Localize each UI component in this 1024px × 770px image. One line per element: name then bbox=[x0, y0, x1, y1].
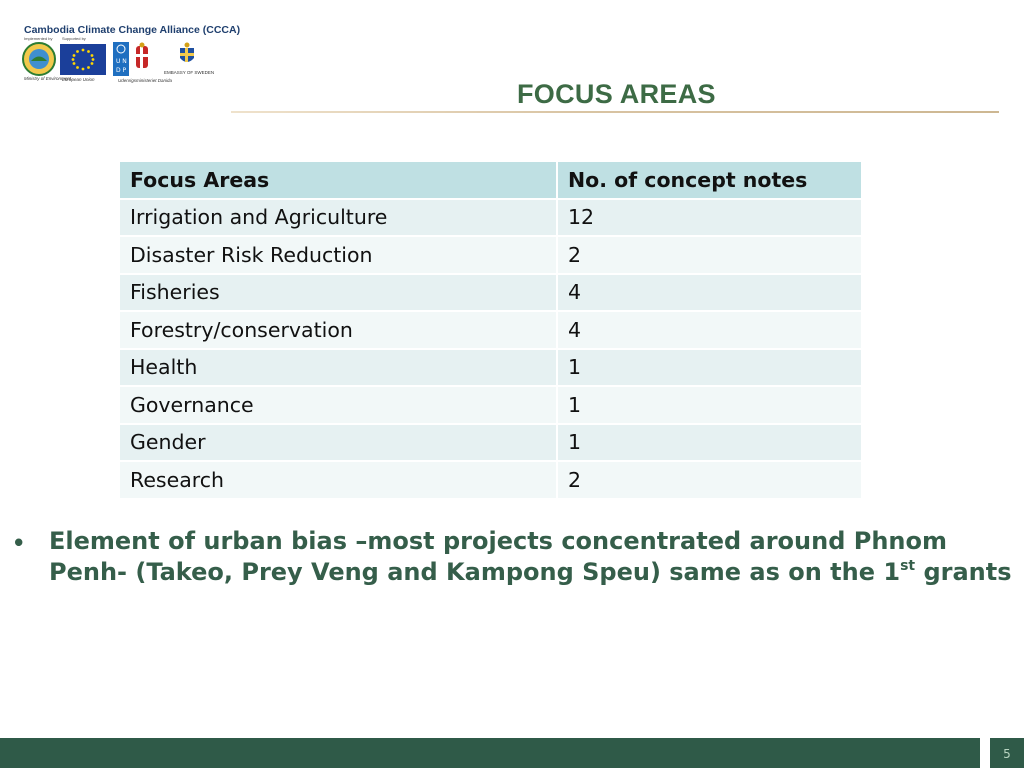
eu-flag-icon bbox=[60, 44, 106, 75]
sweden-crest-icon bbox=[172, 42, 202, 68]
table-row bbox=[120, 424, 862, 462]
table-header-row bbox=[120, 162, 862, 199]
focus-area-cell: Forestry/conservation bbox=[120, 311, 557, 349]
svg-text:D P: D P bbox=[116, 67, 127, 74]
page-title: FOCUS AREAS bbox=[517, 79, 716, 109]
table-row bbox=[120, 199, 862, 237]
table-row bbox=[120, 274, 862, 312]
urban-bias-note bbox=[49, 526, 1014, 588]
focus-area-cell: Health bbox=[120, 349, 557, 387]
sweden-caption: EMBASSY OF SWEDEN bbox=[164, 70, 215, 75]
undp-logo-icon bbox=[113, 42, 129, 76]
eu-caption: European Union bbox=[62, 77, 95, 82]
table-row bbox=[120, 236, 862, 274]
footer-bar bbox=[0, 738, 980, 768]
moe-caption: Ministry of Environment bbox=[24, 76, 72, 81]
partner-logos bbox=[22, 42, 222, 86]
table-row bbox=[120, 349, 862, 387]
denmark-crest-icon bbox=[133, 42, 151, 76]
svg-text:U N: U N bbox=[116, 58, 127, 65]
focus-area-cell: Research bbox=[120, 461, 557, 499]
implemented-by-label: Implemented by bbox=[24, 36, 53, 41]
moe-logo-icon bbox=[22, 42, 56, 76]
concept-notes-cell: 1 bbox=[557, 424, 862, 462]
focus-area-cell: Gender bbox=[120, 424, 557, 462]
supported-by-label: Supported by bbox=[62, 36, 86, 41]
title-divider bbox=[231, 111, 999, 113]
table-row bbox=[120, 311, 862, 349]
denmark-caption: Udenrigsministeriet Danida bbox=[118, 78, 173, 83]
concept-notes-cell: 1 bbox=[557, 386, 862, 424]
page-number: 5 bbox=[990, 738, 1024, 768]
concept-notes-cell: 1 bbox=[557, 349, 862, 387]
concept-notes-cell: 4 bbox=[557, 274, 862, 312]
focus-area-cell: Disaster Risk Reduction bbox=[120, 236, 557, 274]
focus-area-cell: Irrigation and Agriculture bbox=[120, 199, 557, 237]
concept-notes-cell: 2 bbox=[557, 236, 862, 274]
note-superscript: st bbox=[900, 558, 916, 574]
concept-notes-cell: 4 bbox=[557, 311, 862, 349]
focus-areas-table bbox=[120, 162, 863, 500]
bullet-marker: • bbox=[12, 531, 26, 555]
note-text-end: grants bbox=[915, 558, 1012, 586]
focus-area-cell: Fisheries bbox=[120, 274, 557, 312]
column-header-concept-notes: No. of concept notes bbox=[557, 162, 862, 199]
slide-header bbox=[0, 0, 1024, 120]
org-title: Cambodia Climate Change Alliance (CCCA) bbox=[24, 24, 241, 36]
table-row bbox=[120, 386, 862, 424]
concept-notes-cell: 12 bbox=[557, 199, 862, 237]
concept-notes-cell: 2 bbox=[557, 461, 862, 499]
table-row bbox=[120, 461, 862, 499]
note-text: Element of urban bias –most projects concentrated around Phnom Penh- (Takeo, Prey Veng and Kampong Speu) same as on the 1 bbox=[49, 527, 947, 586]
column-header-focus-areas: Focus Areas bbox=[120, 162, 557, 199]
focus-area-cell: Governance bbox=[120, 386, 557, 424]
